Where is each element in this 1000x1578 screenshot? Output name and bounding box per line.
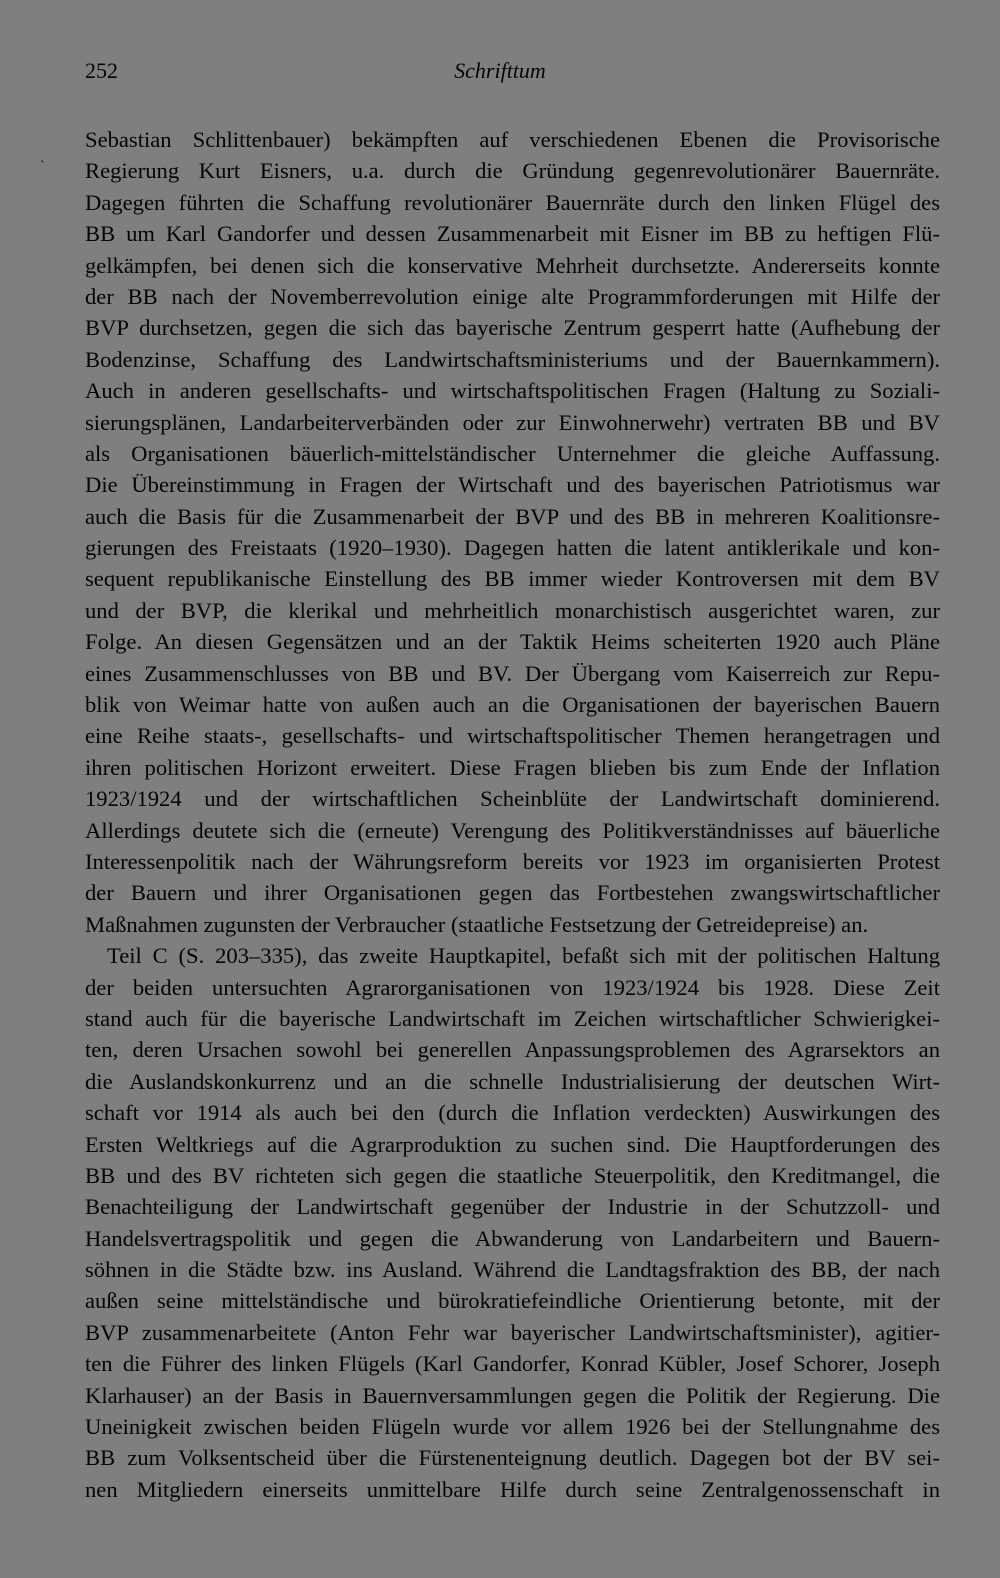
- text-line: sierungsplänen, Landarbeiterverbänden oder zur Einwohnerwehr) vertraten BB und BV: [85, 409, 940, 435]
- text-line: außen seine mittelständische und bürokratiefeindliche Orientierung betonte, mit der: [85, 1288, 940, 1314]
- text-line: ten, deren Ursachen sowohl bei generellen Anpassungsproblemen des Agrarsektors an: [85, 1037, 940, 1063]
- text-line: eines Zusammenschlusses von BB und BV. Der Übergang vom Kaiserreich zur Repu-: [85, 660, 940, 686]
- text-line: schaft vor 1914 als auch bei den (durch die Inflation verdeckten) Auswirkungen des: [85, 1100, 940, 1126]
- text-line: Auch in anderen gesellschafts- und wirtschaftspolitischen Fragen (Haltung zu Soziali-: [85, 378, 940, 404]
- text-line: stand auch für die bayerische Landwirtschaft im Zeichen wirtschaftlicher Schwierigkei-: [85, 1005, 940, 1031]
- text-line: gierungen des Freistaats (1920–1930). Dagegen hatten die latent antiklerikale und kon-: [85, 535, 940, 561]
- text-line: der Bauern und ihrer Organisationen gegen das Fortbestehen zwangswirtschaftlicher: [85, 880, 940, 906]
- text-line: sequent republikanische Einstellung des BB immer wieder Kontroversen mit dem BV: [85, 566, 940, 592]
- text-line: Maßnahmen zugunsten der Verbraucher (staatliche Festsetzung der Getreidepreise) an.: [85, 911, 869, 937]
- text-line: als Organisationen bäuerlich-mittelständischer Unternehmer die gleiche Auffassung.: [85, 440, 940, 466]
- text-line: Ersten Weltkriegs auf die Agrarproduktion zu suchen sind. Die Hauptforderungen des: [85, 1131, 940, 1157]
- running-head: Schrifttum: [454, 58, 546, 83]
- text-line: Teil C (S. 203–335), das zweite Hauptkapitel, befaßt sich mit der politischen Haltung: [107, 943, 940, 969]
- text-line: ten die Führer des linken Flügels (Karl Gandorfer, Konrad Kübler, Josef Schorer, Joseph: [85, 1351, 940, 1377]
- text-line: Folge. An diesen Gegensätzen und an der Taktik Heims scheiterten 1920 auch Pläne: [85, 629, 940, 655]
- text-line: eine Reihe staats-, gesellschafts- und wirtschaftspolitischer Themen herangetragen und: [85, 723, 940, 749]
- text-line: der BB nach der Novemberrevolution einige alte Programmforderungen mit Hilfe der: [85, 283, 940, 309]
- text-line: Regierung Kurt Eisners, u.a. durch die Gründung gegenrevolutionärer Bauernräte.: [85, 158, 940, 184]
- text-line: Bodenzinse, Schaffung des Landwirtschaftsministeriums und der Bauernkammern).: [85, 346, 940, 372]
- margin-mark: `: [40, 159, 45, 174]
- text-line: Dagegen führten die Schaffung revolutionärer Bauernräte durch den linken Flügel des: [85, 189, 940, 215]
- text-line: BVP durchsetzen, gegen die sich das bayerische Zentrum gesperrt hatte (Aufhebung der: [85, 315, 940, 341]
- text-line: der beiden untersuchten Agrarorganisationen von 1923/1924 bis 1928. Diese Zeit: [85, 974, 940, 1000]
- text-line: und der BVP, die klerikal und mehrheitlich monarchistisch ausgerichtet waren, zur: [85, 597, 940, 623]
- body-text: [85, 124, 940, 1505]
- text-line: ihren politischen Horizont erweitert. Diese Fragen blieben bis zum Ende der Inflation: [85, 754, 940, 780]
- text-line: Handelsvertragspolitik und gegen die Abwanderung von Landarbeitern und Bauern-: [85, 1225, 940, 1251]
- text-line: söhnen in die Städte bzw. ins Ausland. Während die Landtagsfraktion des BB, der nach: [85, 1257, 940, 1283]
- text-line: gelkämpfen, bei denen sich die konservative Mehrheit durchsetzte. Andererseits konnte: [85, 252, 940, 278]
- text-line: BVP zusammenarbeitete (Anton Fehr war bayerischer Landwirtschaftsminister), agitier-: [85, 1319, 940, 1345]
- text-line: BB zum Volksentscheid über die Fürstenenteignung deutlich. Dagegen bot der BV sei-: [85, 1445, 940, 1471]
- page-number: 252: [85, 58, 118, 83]
- text-line: Die Übereinstimmung in Fragen der Wirtschaft und des bayerischen Patriotismus war: [85, 472, 940, 498]
- text-line: Uneinigkeit zwischen beiden Flügeln wurde vor allem 1926 bei der Stellungnahme des: [85, 1414, 940, 1440]
- text-line: BB um Karl Gandorfer und dessen Zusammenarbeit mit Eisner im BB zu heftigen Flü-: [85, 221, 940, 247]
- text-line: die Auslandskonkurrenz und an die schnelle Industrialisierung der deutschen Wirt-: [85, 1068, 940, 1094]
- text-line: Klarhauser) an der Basis in Bauernversammlungen gegen die Politik der Regierung. Die: [85, 1382, 940, 1408]
- text-line: blik von Weimar hatte von außen auch an die Organisationen der bayerischen Bauern: [85, 692, 940, 718]
- text-line: Allerdings deutete sich die (erneute) Verengung des Politikverständnisses auf bäuerliche: [85, 817, 940, 843]
- text-line: Benachteiligung der Landwirtschaft gegenüber der Industrie in der Schutzzoll- und: [85, 1194, 940, 1220]
- text-line: auch die Basis für die Zusammenarbeit der BVP und des BB in mehreren Koalitionsre-: [85, 503, 940, 529]
- text-line: nen Mitgliedern einerseits unmittelbare Hilfe durch seine Zentralgenossenschaft in: [85, 1476, 940, 1502]
- text-line: BB und des BV richteten sich gegen die staatliche Steuerpolitik, den Kreditmangel, die: [85, 1162, 940, 1188]
- text-line: Sebastian Schlittenbauer) bekämpften auf verschiedenen Ebenen die Provisorische: [85, 127, 940, 152]
- text-line: 1923/1924 und der wirtschaftlichen Scheinblüte der Landwirtschaft dominierend.: [85, 786, 940, 812]
- text-line: Interessenpolitik nach der Währungsreform bereits vor 1923 im organisierten Protest: [85, 848, 940, 874]
